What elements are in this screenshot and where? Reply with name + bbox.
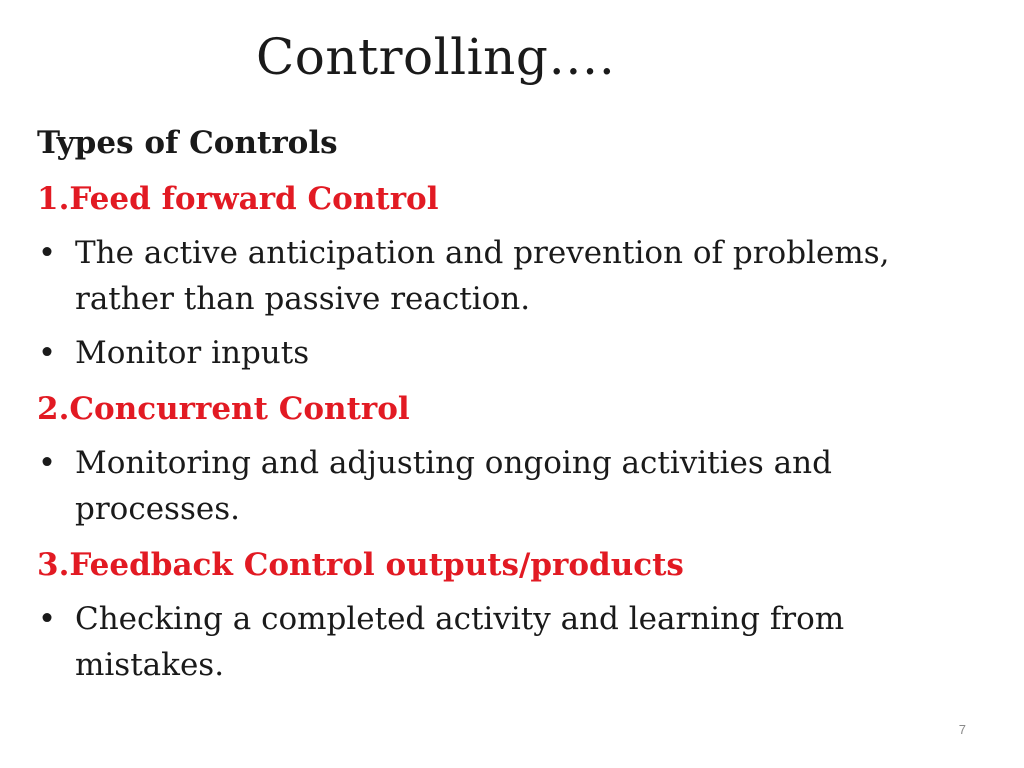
bullet-text: Monitor inputs <box>75 335 310 371</box>
bullet-icon: • <box>37 235 57 271</box>
bullet-item <box>37 440 997 532</box>
bullet-icon: • <box>37 601 57 637</box>
bullet-text: Checking a completed activity and learning from mistakes. <box>75 601 845 683</box>
bullet-text: The active anticipation and prevention of problems, rather than passive reaction. <box>75 235 890 317</box>
bullet-item <box>37 330 997 376</box>
page-number: 7 <box>958 722 966 737</box>
bullet-text: Monitoring and adjusting ongoing activities and processes. <box>75 445 832 527</box>
bullet-item <box>37 596 997 688</box>
bullet-item <box>37 230 997 322</box>
section-heading-feed-forward: 1.Feed forward Control <box>37 181 439 217</box>
subheading: Types of Controls <box>37 125 338 161</box>
slide-title: Controlling…. <box>256 28 616 86</box>
section-heading-feedback: 3.Feedback Control outputs/products <box>37 547 684 583</box>
bullet-icon: • <box>37 335 57 371</box>
slide-content <box>37 118 997 696</box>
section-heading-concurrent: 2.Concurrent Control <box>37 391 410 427</box>
bullet-icon: • <box>37 445 57 481</box>
